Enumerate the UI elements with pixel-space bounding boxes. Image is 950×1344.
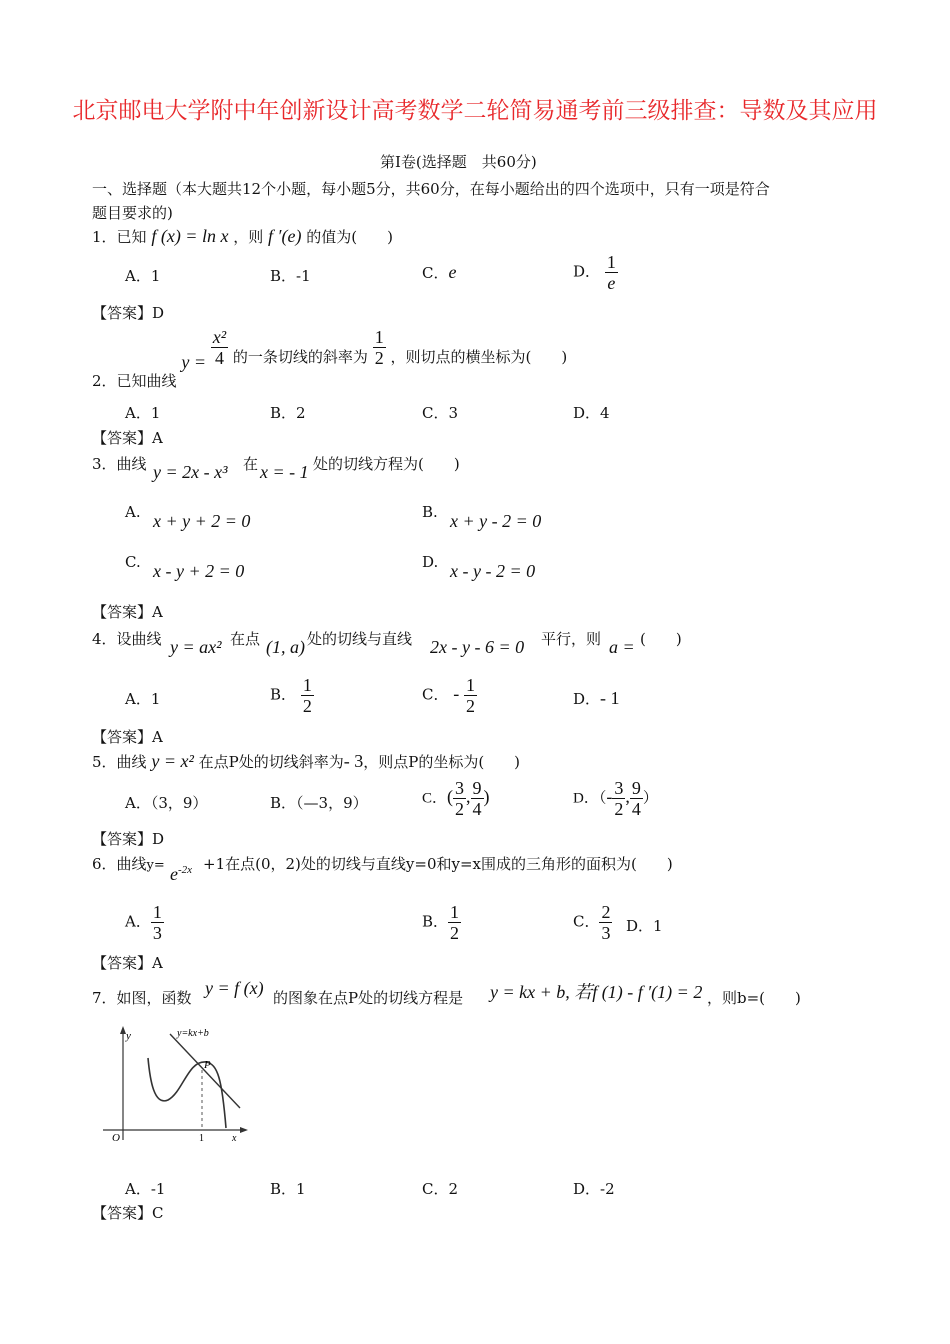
q3-option-a-label: A. — [125, 503, 141, 521]
q3-option-d-label: D. — [422, 553, 439, 571]
q7-condition: y = kx + b, 若f (1) - f ′(1) = 2 — [490, 982, 703, 1002]
q2-y: y = — [181, 351, 206, 372]
q7-option-c: C．2 — [422, 1180, 459, 1198]
q1-expression: f (x) = ln x — [151, 226, 229, 246]
section-heading: 第Ⅰ卷(选择题 共60分) — [380, 153, 537, 171]
q6-option-d: D．1 — [626, 917, 663, 935]
q1-option-d — [573, 252, 618, 293]
q4-option-c: C． - $\frac{1}{2}$ — [422, 675, 476, 716]
q1-answer: 【答案】D — [92, 304, 165, 322]
q4-text-mid1: 在点 — [230, 630, 261, 648]
q5-option-d: D．（- $\frac{3}{2}$ , $\frac{9}{4}$ ） — [573, 778, 658, 819]
tangent-line — [170, 1034, 240, 1108]
q5-option-a: A．（3，9） — [125, 794, 208, 812]
q3-option-b-label: B. — [422, 503, 438, 521]
q3-expression: y = 2x - x³ — [153, 462, 228, 482]
q7-figure — [98, 1020, 258, 1170]
q1-text-mid: ，则 — [233, 228, 264, 246]
q1-option-b: B．-1 — [270, 267, 311, 285]
q2-number: 2．已知曲线 — [92, 371, 177, 390]
q3-option-c-label: C. — [125, 553, 141, 571]
q6-text-tail: +1在点(0，2)处的切线与直线y=0和y=x围成的三角形的面积为( ) — [203, 855, 673, 873]
question-6: 6．曲线y= — [92, 855, 165, 873]
q1-derivative: f ′(e) — [268, 226, 302, 246]
q4-answer: 【答案】A — [92, 728, 163, 746]
q5-option-b: B．（—3，9） — [270, 794, 368, 812]
q4-line: 2x - y - 6 = 0 — [430, 637, 525, 657]
q4-option-a: A．1 — [125, 690, 161, 708]
q7-text-tail: ，则b=( ) — [707, 989, 801, 1007]
question-5: 5．曲线 y = x² 在点P处的切线斜率为- 3，则点P的坐标为( ) — [92, 751, 521, 771]
question-4: 4．设曲线 — [92, 630, 162, 648]
q3-option-d: x - y - 2 = 0 — [450, 561, 536, 581]
q2-option-c: C．3 — [422, 404, 459, 422]
q2-answer: 【答案】A — [92, 429, 163, 447]
q5-expression: y = x² — [151, 751, 194, 771]
q3-text-mid: 在 — [243, 455, 259, 473]
q7-option-a: A．-1 — [125, 1180, 166, 1198]
q1-option-d-fraction: $\frac{1}{e}$ — [606, 252, 616, 293]
q3-text-tail: 处的切线方程为( ) — [313, 455, 460, 473]
q4-option-b: B． $\frac{1}{2}$ — [270, 675, 312, 716]
q2-option-a: A．1 — [125, 404, 161, 422]
fig-line-label: y=kx+b — [177, 1028, 209, 1039]
q4-text-tail: ( ) — [640, 630, 682, 648]
fig-one-label: 1 — [199, 1133, 204, 1144]
q6-option-c: C． $\frac{2}{3}$ — [573, 902, 611, 943]
q1-option-c — [422, 262, 456, 283]
q2-option-d: D．4 — [573, 404, 610, 422]
q7-text-mid: 的图象在点P处的切线方程是 — [273, 989, 464, 1007]
q3-point: x = - 1 — [260, 462, 309, 482]
q2-fraction: $\frac{\text{x²}}{4}$ — [212, 327, 227, 368]
q1-option-d-label: D． — [573, 262, 601, 281]
q5-answer: 【答案】D — [92, 830, 165, 848]
q5-option-c: C．( $\frac{3}{2}$ , $\frac{9}{4}$ ) — [422, 778, 490, 819]
q1-option-c-label: C． — [422, 264, 449, 282]
page-title: 北京邮电大学附中年创新设计高考数学二轮简易通考前三级排查：导数及其应用 — [72, 98, 878, 124]
q1-number: 1．已知 — [92, 228, 147, 246]
question-1 — [92, 226, 393, 247]
fig-y-label: y — [126, 1030, 131, 1042]
q6-exponential: $e^{-2x}$ — [170, 864, 193, 884]
function-curve — [148, 1058, 226, 1128]
q3-answer: 【答案】A — [92, 603, 163, 621]
question-2 — [92, 327, 568, 390]
q7-function: y = f (x) — [205, 978, 264, 998]
q4-variable: a = — [609, 637, 635, 657]
q7-option-d: D．-2 — [573, 1180, 615, 1198]
q3-option-a: x + y + 2 = 0 — [153, 511, 251, 531]
q2-option-b: B．2 — [270, 404, 306, 422]
q3-option-b: x + y - 2 = 0 — [450, 511, 542, 531]
question-3: 3．曲线 — [92, 455, 147, 473]
q7-answer: 【答案】C — [92, 1204, 164, 1222]
x-axis-arrow — [240, 1127, 248, 1133]
q1-option-a: A．1 — [125, 267, 161, 285]
q2-text-mid: 的一条切线的斜率为 — [232, 347, 368, 366]
q4-text-mid2: 处的切线与直线 — [307, 630, 413, 648]
q1-option-c-value: e — [448, 262, 457, 282]
q3-option-c: x - y + 2 = 0 — [153, 561, 245, 581]
q4-option-d: D．- 1 — [573, 688, 620, 708]
fig-x-label: x — [232, 1133, 237, 1144]
q1-text-tail: 的值为( ) — [306, 228, 393, 246]
q4-text-mid3: 平行，则 — [541, 630, 602, 648]
q5-slope: - 3 — [343, 751, 364, 771]
q6-option-b: B． $\frac{1}{2}$ — [422, 902, 460, 943]
q6-option-a: A． $\frac{1}{3}$ — [125, 902, 162, 943]
q4-point: (1, a) — [266, 637, 305, 657]
intro-line-2: 题目要求的) — [92, 204, 173, 222]
intro-line-1: 一、选择题（本大题共12个小题，每小题5分，共60分，在每小题给出的四个选项中，只有一项是符合 — [92, 180, 770, 198]
q4-expression: y = ax² — [170, 637, 222, 657]
q2-text-tail: ，则切点的横坐标为( ) — [390, 347, 568, 366]
fig-origin-label: O — [112, 1132, 120, 1144]
q2-slope: $\frac{1}{2}$ — [374, 327, 384, 368]
question-7: 7．如图，函数 — [92, 989, 192, 1007]
fig-point-label: P — [204, 1059, 211, 1071]
q6-answer: 【答案】A — [92, 954, 163, 972]
q7-option-b: B．1 — [270, 1180, 306, 1198]
